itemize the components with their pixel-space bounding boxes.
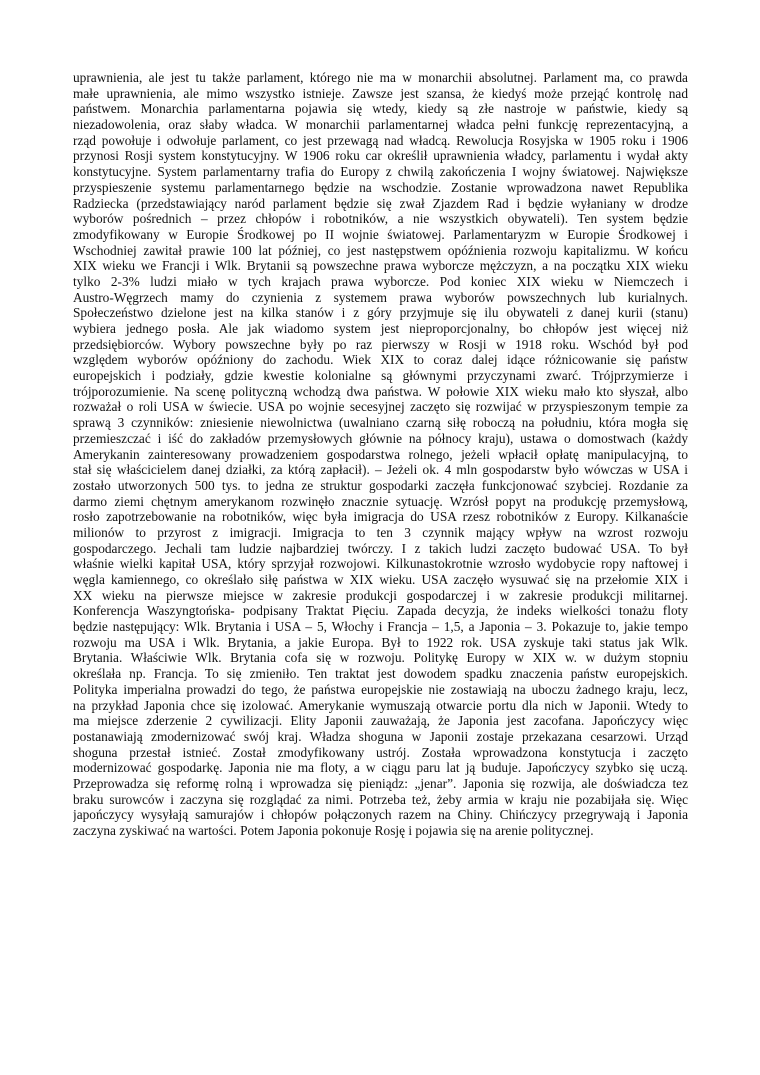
text-line: wyborów pośrednich – przez chłopów i robotników, a nie wszystkich obywateli). Ten system będzie [73,211,688,227]
text-line: zostało utworzonych 500 tys. to jedna ze struktur gospodarki zaczęła funkcjonować szybciej. Rozdanie za [73,477,688,493]
text-line: będzie następujący: Wlk. Brytania i USA – 5, Włochy i Francja – 1,5, a Japonia – 3. Pokazuje to, jakie tempo [73,619,688,635]
text-line: na przykład Japonia chce się izolować. Amerykanie wymuszają otwarcie portu dla nich w Japonii. Wtedy to [73,697,688,713]
text-line: przemieszczać i iść do zakładów przemysłowych głównie na północy kraju), ustawa o domostwach (każdy [73,430,688,446]
text-line: zaczyna zyskiwać na wartości. Potem Japonia pokonuje Rosję i pojawia się na arenie politycznej. [73,823,594,838]
text-line: shoguna przestał istnieć. Został zmodyfikowany ustrój. Została wprowadzona konstytucja i zaczęto [73,744,688,760]
text-line: Radziecka (przedstawiający naród parlament będzie się zwał Zjazdem Rad i będzie wyłaniany w drodze [73,195,688,211]
text-line: Społeczeństwo dzielone jest na kilka stanów i z góry przyjmuje się ilu obywateli z danej kurii (stanu) [73,305,688,321]
text-line: Austro-Węgrzech mamy do czynienia z systemem prawa wyborów powszechnych lub kurialnych. [73,289,688,305]
text-line: uprawnienia, ale jest tu także parlament, którego nie ma w monarchii absolutnej. Parlament ma, co prawda [73,70,688,85]
text-line: wybiera jednego posła. Ale jak wiadomo system jest nieproporcjonalny, bo chłopów jest więcej niż [73,321,688,336]
text-line: konstytucyjne. System parlamentarny trafia do Europy z chwilą zakończenia I wojny światowej. Największe [73,164,688,180]
text-line: zmodyfikowany w Europie Środkowej po II wojnie światowej. Parlamentaryzm w Europie Środkowej i [73,226,688,242]
text-line: trójporozumienie. Na scenę polityczną wchodzą dwa państwa. W połowie XIX wieku mało kto słyszał, albo [73,383,688,399]
body-paragraph [73,70,688,839]
text-line: przyspieszenie systemu parlamentarnego będzie na wschodzie. Zostanie wprowadzona nawet Republika [73,179,688,195]
text-line: niezadowolenia, oraz słaby władca. W monarchii parlamentarnej władca pełni funkcję reprezentacyjną, a [73,117,688,133]
text-line: XX wieku na pierwsze miejsce w zakresie produkcji gospodarczej i w zakresie produkcji militarnej. [73,587,688,603]
text-line: przedsiębiorców. Wybory powszechne były po raz pierwszy w Rosji w 1918 roku. Wschód był pod [73,336,688,352]
document-page [73,70,688,839]
text-line: Amerykanin zainteresowany prowadzeniem gospodarstwa rolnego, jeżeli wpłacił opłatę manipulacyjną, to [73,446,688,462]
text-line: węgla kamiennego, co określało siłę państwa w XIX wieku. USA zaczęło wysuwać się na przełomie XIX i [73,572,688,587]
text-line: milionów to przyrost z imigracji. Imigracja to ten 3 czynnik mający wpływ na wzrost rozwoju [73,524,688,540]
text-line: Brytania. Właściwie Wlk. Brytania cofa się w rozwoju. Politykę Europy w XIX w. w dużym stopniu [73,650,688,666]
text-line: postanawiają zmodernizować swój kraj. Władza shoguna w Japonii zostaje przekazana cesarzowi. Urząd [73,728,688,744]
text-line: europejskich i podziały, gdzie kwestie kolonialne są głównymi przyczynami zwarć. Trójprzymierze i [73,368,688,384]
text-line: właśnie wielki kapitał USA, który sprzyjał rozwojowi. Kilkunastokrotnie wzrosło wydobycie ropy naftowej i [73,556,688,572]
text-line: rosło zapotrzebowanie na robotników, więc była imigracja do USA rzesz robotników z Europy. Kilkanaście [73,509,688,525]
text-line: Polityka imperialna prowadzi do tego, że państwa europejskie nie zostawiają na uboczu żadnego kraju, lecz, [73,681,688,697]
text-line: sprawą 3 czynników: zniesienie niewolnictwa (uwalniano czarną siłę roboczą na południu, która mogła się [73,415,688,431]
text-line: rozważał o roli USA w świecie. USA po wojnie secesyjnej zaczęto się rozwijać w przyspieszonym tempie za [73,399,688,415]
text-line: stał się właścicielem danej działki, za którą zapłacił). – Jeżeli ok. 4 mln gospodarstw było wówczas w USA i [73,462,688,478]
text-line: gospodarczego. Jechali tam ludzie najbardziej twórczy. I z takich ludzi zaczęto budować USA. To był [73,540,688,556]
text-line: względem wyborów opóźniony do zachodu. Wiek XIX to coraz dalej idące różnicowanie się państw [73,352,688,368]
text-line: darmo ziemi chętnym amerykanom rozwinęło znacznie sytuację. Wzrósł popyt na produkcję przemysłową, [73,493,688,509]
text-line: XIX wieku we Francji i Wlk. Brytanii są powszechne prawa wyborcze mężczyzn, a na początku XIX wieku [73,258,688,274]
text-line: określała np. Francja. To się zmieniło. Ten traktat jest dowodem spadku znaczenia państw europejskich. [73,666,688,682]
text-line: Konferencja Waszyngtońska- podpisany Traktat Pięciu. Zapada decyzja, że indeks wielkości tonażu floty [73,603,688,619]
text-line: Przeprowadza się reformę rolną i wprowadza się pieniądz: „jenar”. Japonia się rozwija, ale doświadcza tez [73,775,688,791]
text-line: modernizować gospodarkę. Japonia nie ma floty, a w ciągu paru lat ją buduje. Japończycy szybko się uczą. [73,760,688,776]
text-line: japończycy wysyłają samurajów i chłopów połączonych razem na Chiny. Chińczycy przegrywają i Japonia [73,807,688,823]
text-line: braku surowców i zaczyna się rozglądać za nimi. Potrzeba też, żeby armia w kraju nie pozabijała się. Więc [73,791,688,807]
text-line: państwem. Monarchia parlamentarna pojawia się wtedy, kiedy są złe nastroje w państwie, kiedy są [73,101,688,117]
text-line: małe uprawnienia, ale mimo wszystko istnieje. Zawsze jest szansa, że kiedyś może przejąć kontrolę nad [73,85,688,101]
text-line: Wschodniej zawitał prawie 100 lat później, co jest następstwem opóźnienia rozwoju kapitalizmu. W końcu [73,242,688,258]
text-line: ma miejsce zderzenie 2 cywilizacji. Elity Japonii zauważają, że Japonia jest zacofana. Japończycy więc [73,713,688,729]
text-line: tylko 2-3% ludzi miało w tych krajach prawa wyborcze. Pod koniec XIX wieku w Niemczech i [73,273,688,289]
text-line: rozwoju ma USA i Wlk. Brytania, a jakie Europa. Był to 1922 rok. USA zyskuje taki status jak Wlk. [73,634,688,650]
text-line: przynosi Rosji system konstytucyjny. W 1906 roku car określił uprawnienia władcy, parlamentu i wydał akty [73,148,688,164]
text-line: rząd powołuje i odwołuje parlament, co jest przewagą nad władcą. Rewolucja Rosyjska w 1905 roku i 1906 [73,132,688,148]
